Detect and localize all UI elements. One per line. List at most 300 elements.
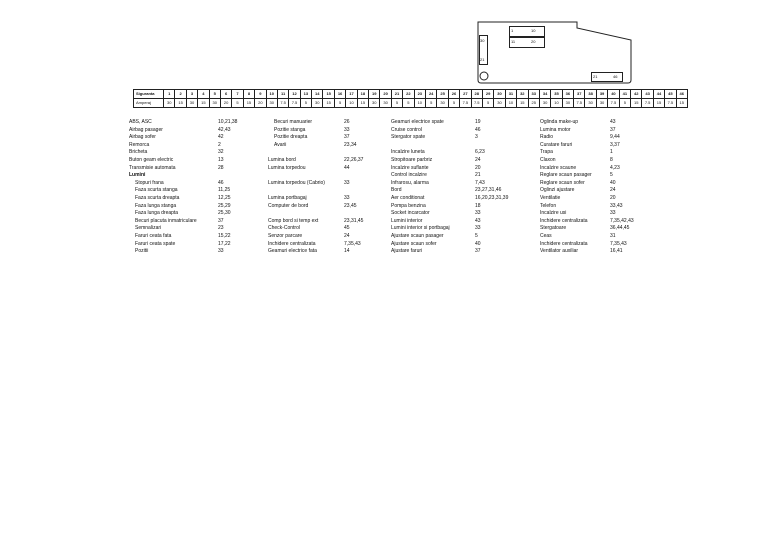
fuse-amperage-cell: 7.5 — [460, 99, 471, 108]
function-name: Comp bord si temp ext — [268, 217, 319, 224]
function-fuses: 8 — [610, 156, 613, 163]
function-name: Ventilatie — [540, 194, 561, 201]
fuse-number-cell: 18 — [357, 90, 368, 99]
function-row — [268, 218, 388, 226]
function-fuses: 23,34 — [344, 141, 357, 148]
fuse-amperage-cell: 7.5 — [277, 99, 288, 108]
function-row — [268, 165, 388, 173]
function-name: Lumina torpedou — [268, 164, 306, 171]
fuse-number-cell: 3 — [186, 90, 197, 99]
function-row — [540, 134, 660, 142]
fuse-number-cell: 5 — [209, 90, 220, 99]
function-row — [268, 157, 388, 165]
function-column-1 — [129, 119, 249, 256]
function-fuses: 11,25 — [218, 187, 231, 194]
function-fuses: 20 — [475, 164, 481, 171]
function-row — [391, 134, 511, 142]
function-fuses: 37 — [344, 134, 350, 141]
function-row — [391, 210, 511, 218]
fuse-amperage-cell: 30 — [596, 99, 607, 108]
function-fuses: 10,21,38 — [218, 119, 238, 125]
function-fuses: 7,35,42,43 — [610, 217, 634, 224]
function-fuses: 16,20,23,31,39 — [475, 194, 509, 201]
function-row — [540, 225, 660, 233]
fuse-amperage-cell: 7.5 — [289, 99, 300, 108]
function-name: Oglinda make-up — [540, 119, 579, 125]
fuse-number-cell: 7 — [232, 90, 243, 99]
function-name: Computer de bord — [268, 202, 309, 209]
function-name: Senzor parcare — [268, 232, 303, 239]
fuse-number-cell: 24 — [425, 90, 436, 99]
function-row — [391, 127, 511, 135]
function-fuses: 22,26,37 — [344, 156, 364, 163]
fuse-amperage-cell: 5 — [334, 99, 345, 108]
function-fuses: 33 — [475, 210, 481, 217]
function-row — [268, 210, 388, 218]
function-fuses: 18 — [475, 202, 481, 209]
function-row — [129, 149, 249, 157]
function-row — [540, 180, 660, 188]
amperage-row — [134, 99, 688, 108]
function-fuses: 24 — [610, 187, 616, 194]
function-name: Transmisie automata — [129, 164, 176, 171]
fuse-amperage-cell: 15 — [631, 99, 642, 108]
function-name: Incalzire luneta — [391, 149, 425, 156]
fuse-number-cell: 38 — [585, 90, 596, 99]
function-row — [540, 203, 660, 211]
fuse-number-cell: 35 — [551, 90, 562, 99]
fuse-amperage-cell: 7.5 — [642, 99, 653, 108]
fuse-number-cell: 30 — [494, 90, 505, 99]
function-name: Socket incarcator — [391, 210, 430, 217]
function-fuses: 33 — [344, 194, 350, 201]
fuse-number-cell: 23 — [414, 90, 425, 99]
function-name: Cruise control — [391, 126, 422, 133]
function-fuses: 9,44 — [610, 134, 620, 141]
fuse-number-cell: 6 — [220, 90, 231, 99]
fuse-number-cell: 28 — [471, 90, 482, 99]
fuse-amperage-cell: 5 — [403, 99, 414, 108]
function-name: Faza scurta dreapta — [135, 194, 180, 201]
function-row — [391, 218, 511, 226]
fuse-number-cell: 4 — [198, 90, 209, 99]
function-fuses: 37 — [218, 217, 224, 224]
function-name: Stopuri frana — [135, 179, 164, 186]
function-name: Incalzire suflante — [391, 164, 429, 171]
fuse-amperage-cell: 30 — [539, 99, 550, 108]
function-fuses: 33 — [610, 210, 616, 217]
function-row — [540, 142, 660, 150]
function-row — [129, 248, 249, 256]
fuse-amperage-cell: 15 — [175, 99, 186, 108]
function-row — [391, 172, 511, 180]
function-name: Radio — [540, 134, 554, 141]
function-fuses: 2 — [218, 141, 221, 148]
function-name: Ceas — [540, 232, 552, 239]
function-row — [268, 134, 388, 142]
function-name: Lumina bord — [268, 156, 296, 163]
function-name: Check-Control — [268, 225, 300, 232]
fuse-amperage-cell: 7.5 — [471, 99, 482, 108]
function-fuses: 21 — [475, 172, 481, 179]
fuse-number-cell: 11 — [277, 90, 288, 99]
function-fuses: 20 — [610, 194, 616, 201]
function-fuses: 25,30 — [218, 210, 231, 217]
fuse-amperage-cell: 15 — [243, 99, 254, 108]
function-fuses: 5 — [610, 172, 613, 179]
function-name: Becuri manuarier — [274, 119, 313, 125]
function-fuses: 40 — [610, 179, 616, 186]
function-fuses: 1 — [610, 149, 613, 156]
function-row — [129, 127, 249, 135]
fuse-number-cell: 41 — [619, 90, 630, 99]
function-row — [129, 203, 249, 211]
function-row — [391, 157, 511, 165]
function-fuses: 43 — [475, 217, 481, 224]
fuse-number-cell: 46 — [676, 90, 687, 99]
fuse-amperage-cell: 5 — [619, 99, 630, 108]
function-row — [268, 195, 388, 203]
function-fuses: 4,23 — [610, 164, 620, 171]
fuse-number-cell: 16 — [334, 90, 345, 99]
function-fuses: 23 — [218, 225, 224, 232]
function-row — [268, 127, 388, 135]
function-row — [540, 127, 660, 135]
function-fuses: 15,22 — [218, 232, 231, 239]
function-row — [129, 157, 249, 165]
fuse-number-cell: 26 — [448, 90, 459, 99]
fuse-amperage-cell: 30 — [585, 99, 596, 108]
fuse-number-cell: 22 — [403, 90, 414, 99]
fuse-amperage-cell: 7.5 — [574, 99, 585, 108]
label-left-vert: 30 — [480, 38, 485, 43]
function-row — [391, 142, 511, 150]
function-name: Faza lunga stanga — [135, 202, 177, 209]
function-name: Bord — [391, 187, 402, 194]
function-row — [391, 187, 511, 195]
function-row — [268, 180, 388, 188]
fuse-amperage-cell: 30 — [380, 99, 391, 108]
function-name: Faruri ceata fata — [135, 232, 172, 239]
fuse-amperage-cell: 20 — [255, 99, 266, 108]
function-name: Stergator spate — [391, 134, 426, 141]
fuse-number-cell: 45 — [665, 90, 676, 99]
function-name: Pompa benzina — [391, 202, 426, 209]
function-name: Bricheta — [129, 149, 148, 156]
function-fuses: 28 — [218, 164, 224, 171]
function-name: Airbag sofer — [129, 134, 156, 141]
function-name: Lumini interior — [391, 217, 423, 224]
function-name: ABS, ASC — [129, 119, 152, 125]
function-fuses: 46 — [218, 179, 224, 186]
function-name: Inchidere centralizata — [540, 240, 588, 247]
function-row — [540, 149, 660, 157]
fuse-amperage-cell: 15 — [676, 99, 687, 108]
function-row — [268, 248, 388, 256]
fuse-amperage-cell: 5 — [448, 99, 459, 108]
fuse-amperage-cell: 30 — [312, 99, 323, 108]
function-fuses: 19 — [475, 119, 481, 125]
fuse-row-top — [509, 26, 545, 37]
fuse-amperage-cell: 7.5 — [608, 99, 619, 108]
function-name: Stergatoare — [540, 225, 567, 232]
function-fuses: 23,45 — [344, 202, 357, 209]
function-row — [268, 203, 388, 211]
function-fuses: 5 — [475, 232, 478, 239]
fuse-number-cell: 15 — [323, 90, 334, 99]
function-fuses: 46 — [475, 126, 481, 133]
function-row — [391, 241, 511, 249]
function-row — [129, 187, 249, 195]
function-name: Reglare scaun pasager — [540, 172, 592, 179]
amperage-header-label: Amperaj — [134, 99, 164, 108]
label-left-low: 21 — [480, 57, 485, 62]
fuse-header-label: Siguranta — [134, 90, 164, 99]
function-name: Stropitoare parbriz — [391, 156, 433, 163]
function-row — [540, 233, 660, 241]
fuse-amperage-cell: 5 — [300, 99, 311, 108]
function-row — [540, 119, 660, 127]
function-name: Airbag pasager — [129, 126, 163, 133]
function-fuses: 7,35,43 — [610, 240, 627, 247]
function-fuses: 23,27,31,46 — [475, 187, 502, 194]
function-column-3 — [391, 119, 511, 256]
fuse-number-cell: 42 — [631, 90, 642, 99]
function-name: Inchidere centralizata — [540, 217, 588, 224]
function-row — [540, 165, 660, 173]
function-row — [540, 210, 660, 218]
fuse-amperage-cell: 30 — [164, 99, 175, 108]
label-mid-a: 11 — [511, 39, 516, 44]
fuse-number-cell: 44 — [653, 90, 664, 99]
function-name: Faza scurta stanga — [135, 187, 178, 194]
fuse-number-cell: 31 — [505, 90, 516, 99]
fuse-number-row — [134, 90, 688, 99]
function-fuses: 43 — [610, 119, 616, 125]
function-fuses: 40 — [475, 240, 481, 247]
function-row — [129, 195, 249, 203]
function-fuses: 24 — [344, 232, 350, 239]
function-row — [540, 172, 660, 180]
function-fuses: 6,23 — [475, 149, 485, 156]
fuse-number-cell: 20 — [380, 90, 391, 99]
function-name: Geamuri electrice spate — [391, 119, 444, 125]
function-column-2 — [268, 119, 388, 256]
function-name: Pozitii — [135, 248, 149, 255]
fuse-amperage-cell: 30 — [209, 99, 220, 108]
function-row — [540, 248, 660, 256]
function-row — [540, 187, 660, 195]
function-fuses: 31 — [610, 232, 616, 239]
function-name: Control incalzire — [391, 172, 427, 179]
fuse-number-cell: 21 — [391, 90, 402, 99]
fuse-amperage-cell: 30 — [562, 99, 573, 108]
function-fuses: 33 — [475, 225, 481, 232]
fuse-number-cell: 1 — [164, 90, 175, 99]
function-row — [391, 119, 511, 127]
function-name: Buton geam electric — [129, 156, 174, 163]
function-name: Curatare faruri — [540, 141, 573, 148]
label-top-b: 10 — [531, 28, 536, 33]
function-column-4 — [540, 119, 660, 256]
function-name: Avarii — [274, 141, 287, 148]
fuse-amperage-cell: 15 — [198, 99, 209, 108]
function-row — [268, 187, 388, 195]
function-fuses: 37 — [475, 248, 481, 255]
fuse-amperage-cell: 5 — [232, 99, 243, 108]
function-row — [129, 142, 249, 150]
function-fuses: 12,25 — [218, 194, 231, 201]
function-row — [129, 241, 249, 249]
function-fuses: 16,41 — [610, 248, 623, 255]
fuse-number-cell: 36 — [562, 90, 573, 99]
function-name: Ajustare scaun sofer — [391, 240, 437, 247]
fuse-amperage-cell: 15 — [357, 99, 368, 108]
function-row — [540, 195, 660, 203]
fuse-box-diagram — [467, 20, 634, 86]
function-row — [391, 195, 511, 203]
fuse-amperage-cell: 5 — [391, 99, 402, 108]
function-row — [268, 225, 388, 233]
fuse-number-cell: 43 — [642, 90, 653, 99]
fuse-amperage-cell: 10 — [505, 99, 516, 108]
label-top-a: 1 — [511, 28, 514, 33]
function-row — [129, 233, 249, 241]
function-fuses: 36,44,45 — [610, 225, 630, 232]
function-row — [540, 241, 660, 249]
label-bottom-a: 21 — [593, 74, 598, 79]
function-name: Telefon — [540, 202, 557, 209]
function-fuses: 23,31,45 — [344, 217, 364, 224]
function-fuses: 13 — [218, 156, 224, 163]
function-row — [129, 225, 249, 233]
function-fuses: 17,22 — [218, 240, 231, 247]
function-name: Oglinzi ajustare — [540, 187, 575, 194]
function-fuses: 25,29 — [218, 202, 231, 209]
fuse-number-cell: 34 — [539, 90, 550, 99]
fuse-amperage-cell: 10 — [414, 99, 425, 108]
fuse-amperage-cell: 30 — [186, 99, 197, 108]
fuse-amperage-cell: 20 — [220, 99, 231, 108]
function-name: Ajustare scaun pasager — [391, 232, 444, 239]
fuse-amperage-cell: 15 — [323, 99, 334, 108]
function-name: Ajustare faruri — [391, 248, 423, 255]
fuse-number-cell: 33 — [528, 90, 539, 99]
label-mid-b: 20 — [531, 39, 536, 44]
function-row — [268, 142, 388, 150]
function-name: Lumina portbagaj — [268, 194, 307, 201]
fuse-amperage-cell: 7.5 — [665, 99, 676, 108]
function-row — [129, 165, 249, 173]
function-fuses: 26 — [344, 119, 350, 125]
function-name: Lumini interior si portbagaj — [391, 225, 450, 232]
function-row — [540, 218, 660, 226]
function-name: Pozitie dreapta — [274, 134, 308, 141]
fuse-number-cell: 9 — [255, 90, 266, 99]
fuse-number-cell: 29 — [482, 90, 493, 99]
fuse-number-cell: 27 — [460, 90, 471, 99]
function-row — [391, 225, 511, 233]
fuse-number-cell: 25 — [437, 90, 448, 99]
function-fuses: 33,43 — [610, 202, 623, 209]
function-name: Semnalizari — [135, 225, 162, 232]
fuse-number-cell: 19 — [369, 90, 380, 99]
function-fuses: 37 — [610, 126, 616, 133]
fuse-number-cell: 14 — [312, 90, 323, 99]
function-row — [129, 119, 249, 127]
fuse-number-cell: 39 — [596, 90, 607, 99]
function-row — [129, 134, 249, 142]
function-name: Claxon — [540, 156, 556, 163]
fuse-number-cell: 40 — [608, 90, 619, 99]
function-row — [129, 172, 249, 180]
function-fuses: 42,43 — [218, 126, 231, 133]
function-row — [391, 180, 511, 188]
function-row — [268, 172, 388, 180]
fuse-number-cell: 12 — [289, 90, 300, 99]
function-name: Faza lunga dreapta — [135, 210, 179, 217]
fuse-amperage-cell: 10 — [551, 99, 562, 108]
function-name: Becuri placuta inmatriculare — [135, 217, 197, 224]
function-row — [540, 157, 660, 165]
function-fuses: 33 — [344, 126, 350, 133]
function-name: Lumina motor — [540, 126, 571, 133]
function-fuses: 3 — [475, 134, 478, 141]
function-name: Ventilator auxiliar — [540, 248, 579, 255]
function-row — [268, 119, 388, 127]
function-fuses: 45 — [344, 225, 350, 232]
fuse-amperage-cell: 30 — [494, 99, 505, 108]
fuse-amperage-cell: 5 — [425, 99, 436, 108]
function-fuses: 7,43 — [475, 179, 485, 186]
function-row — [391, 203, 511, 211]
function-name: Geamuri electrice fata — [268, 248, 317, 255]
fuse-number-cell: 32 — [517, 90, 528, 99]
fuse-amperage-cell: 15 — [517, 99, 528, 108]
function-row — [391, 248, 511, 256]
function-row — [129, 210, 249, 218]
function-name: Trapa — [540, 149, 553, 156]
fuse-number-cell: 2 — [175, 90, 186, 99]
fuse-amperage-cell: 10 — [346, 99, 357, 108]
function-name: Remorca — [129, 141, 150, 148]
fuse-number-cell: 13 — [300, 90, 311, 99]
function-name: Inchidere centralizata — [268, 240, 316, 247]
fuse-amperage-cell: 30 — [266, 99, 277, 108]
fuse-amperage-cell: 30 — [437, 99, 448, 108]
function-row — [391, 149, 511, 157]
function-row — [268, 241, 388, 249]
function-name: Incalzire usi — [540, 210, 567, 217]
fuse-amperage-cell: 15 — [653, 99, 664, 108]
function-name: Reglare scaun sofer — [540, 179, 585, 186]
function-name: Aer conditionat — [391, 194, 425, 201]
fuse-amperage-cell: 5 — [482, 99, 493, 108]
fuse-number-cell: 10 — [266, 90, 277, 99]
function-name: Faruri ceata spate — [135, 240, 176, 247]
function-row — [391, 233, 511, 241]
fuse-amperage-cell: 25 — [528, 99, 539, 108]
fuse-number-cell: 37 — [574, 90, 585, 99]
function-fuses: 44 — [344, 164, 350, 171]
label-bottom-b: 46 — [613, 74, 618, 79]
fuse-amperage-table — [133, 89, 688, 108]
function-name: Lumini — [129, 172, 146, 179]
function-fuses: 33 — [344, 179, 350, 186]
function-name: Incalzire scaune — [540, 164, 577, 171]
function-row — [391, 165, 511, 173]
function-row — [129, 218, 249, 226]
